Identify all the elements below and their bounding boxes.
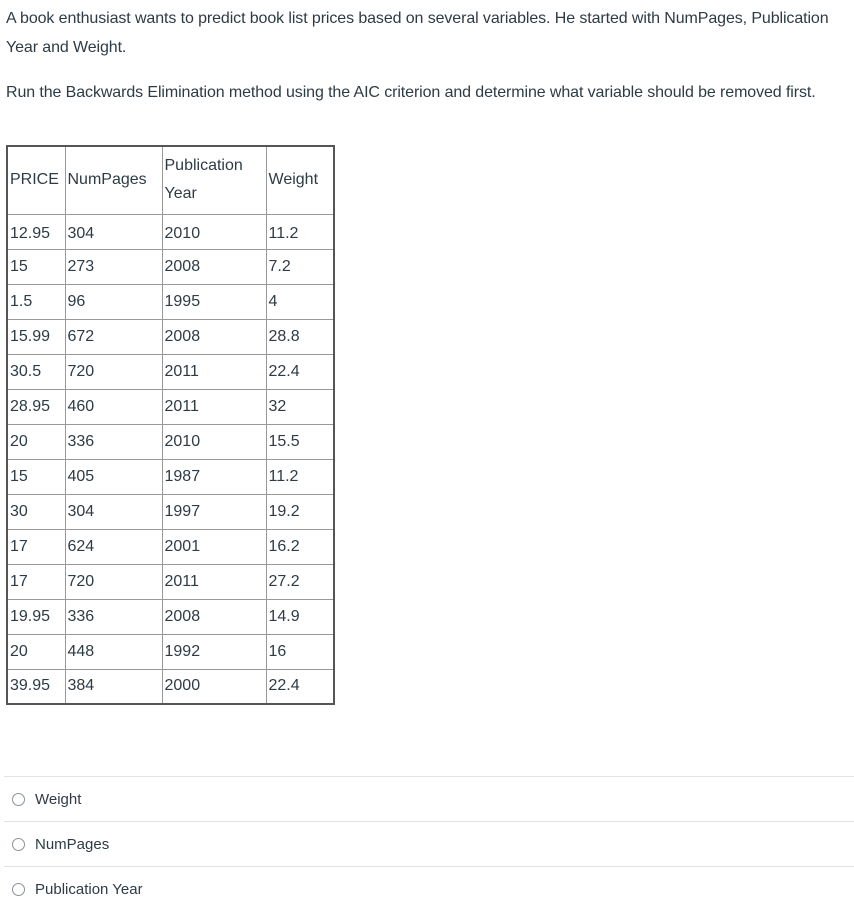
table-row <box>7 564 334 599</box>
table-cell: 448 <box>65 634 162 669</box>
table-cell: 30 <box>7 494 65 529</box>
answer-choices <box>4 776 854 911</box>
table-cell: 2008 <box>162 599 266 634</box>
table-cell: 15.5 <box>266 424 334 459</box>
table-cell: 11.2 <box>266 214 334 249</box>
table-cell: 1.5 <box>7 284 65 319</box>
table-cell: 28.8 <box>266 319 334 354</box>
table-cell: 2000 <box>162 669 266 704</box>
table-cell: 32 <box>266 389 334 424</box>
table-row <box>7 214 334 249</box>
table-cell: 20 <box>7 634 65 669</box>
answer-option-publication-year[interactable] <box>4 866 854 911</box>
table-cell: 19.2 <box>266 494 334 529</box>
table-cell: 7.2 <box>266 249 334 284</box>
table-cell: 30.5 <box>7 354 65 389</box>
question-paragraph-2: Run the Backwards Elimination method using the AIC criterion and determine what variable should be removed first. <box>6 84 816 101</box>
table-cell: 22.4 <box>266 669 334 704</box>
answer-label: Weight <box>35 790 82 808</box>
table-cell: 720 <box>65 564 162 599</box>
header-numpages: NumPages <box>65 146 162 214</box>
table-row <box>7 599 334 634</box>
table-cell: 17 <box>7 529 65 564</box>
table-row <box>7 669 334 704</box>
table-cell: 12.95 <box>7 214 65 249</box>
table-cell: 14.9 <box>266 599 334 634</box>
table-cell: 1995 <box>162 284 266 319</box>
table-row <box>7 424 334 459</box>
table-cell: 15.99 <box>7 319 65 354</box>
table-row <box>7 249 334 284</box>
table-cell: 2008 <box>162 249 266 284</box>
table-cell: 2001 <box>162 529 266 564</box>
table-cell: 2010 <box>162 214 266 249</box>
table-row <box>7 284 334 319</box>
table-cell: 16 <box>266 634 334 669</box>
answer-label: Publication Year <box>35 880 143 898</box>
table-cell: 28.95 <box>7 389 65 424</box>
table-row <box>7 319 334 354</box>
table-cell: 27.2 <box>266 564 334 599</box>
table-cell: 4 <box>266 284 334 319</box>
table-cell: 2011 <box>162 354 266 389</box>
table-cell: 1997 <box>162 494 266 529</box>
question-paragraph-1: A book enthusiast wants to predict book list prices based on several variables. He started with NumPages, Publication Year and Weight. <box>6 10 829 56</box>
data-table <box>6 145 335 705</box>
table-cell: 15 <box>7 459 65 494</box>
table-cell: 336 <box>65 424 162 459</box>
table-cell: 17 <box>7 564 65 599</box>
table-cell: 39.95 <box>7 669 65 704</box>
table-cell: 2010 <box>162 424 266 459</box>
table-cell: 20 <box>7 424 65 459</box>
table-row <box>7 634 334 669</box>
table-cell: 2011 <box>162 389 266 424</box>
table-cell: 19.95 <box>7 599 65 634</box>
table-cell: 96 <box>65 284 162 319</box>
table-cell: 405 <box>65 459 162 494</box>
table-cell: 15 <box>7 249 65 284</box>
answer-label: NumPages <box>35 835 110 853</box>
answer-option-numpages[interactable] <box>4 821 854 866</box>
radio-button-icon[interactable] <box>12 793 25 806</box>
table-cell: 304 <box>65 214 162 249</box>
table-cell: 720 <box>65 354 162 389</box>
table-cell: 460 <box>65 389 162 424</box>
table-cell: 273 <box>65 249 162 284</box>
table-cell: 1987 <box>162 459 266 494</box>
table-cell: 672 <box>65 319 162 354</box>
question-text <box>6 4 846 107</box>
radio-button-icon[interactable] <box>12 883 25 896</box>
radio-button-icon[interactable] <box>12 838 25 851</box>
table-cell: 22.4 <box>266 354 334 389</box>
table-row <box>7 529 334 564</box>
table-cell: 2008 <box>162 319 266 354</box>
header-weight: Weight <box>266 146 334 214</box>
table-cell: 16.2 <box>266 529 334 564</box>
table-cell: 624 <box>65 529 162 564</box>
table-cell: 11.2 <box>266 459 334 494</box>
answer-option-weight[interactable] <box>4 776 854 821</box>
table-row <box>7 494 334 529</box>
table-cell: 1992 <box>162 634 266 669</box>
table-cell: 304 <box>65 494 162 529</box>
table-cell: 336 <box>65 599 162 634</box>
table-body <box>7 214 334 704</box>
table-row <box>7 389 334 424</box>
table-row <box>7 459 334 494</box>
header-price: PRICE <box>7 146 65 214</box>
header-publication-year: Publication Year <box>162 146 266 214</box>
table-row <box>7 354 334 389</box>
table-cell: 384 <box>65 669 162 704</box>
table-cell: 2011 <box>162 564 266 599</box>
table-header-row <box>7 146 334 214</box>
